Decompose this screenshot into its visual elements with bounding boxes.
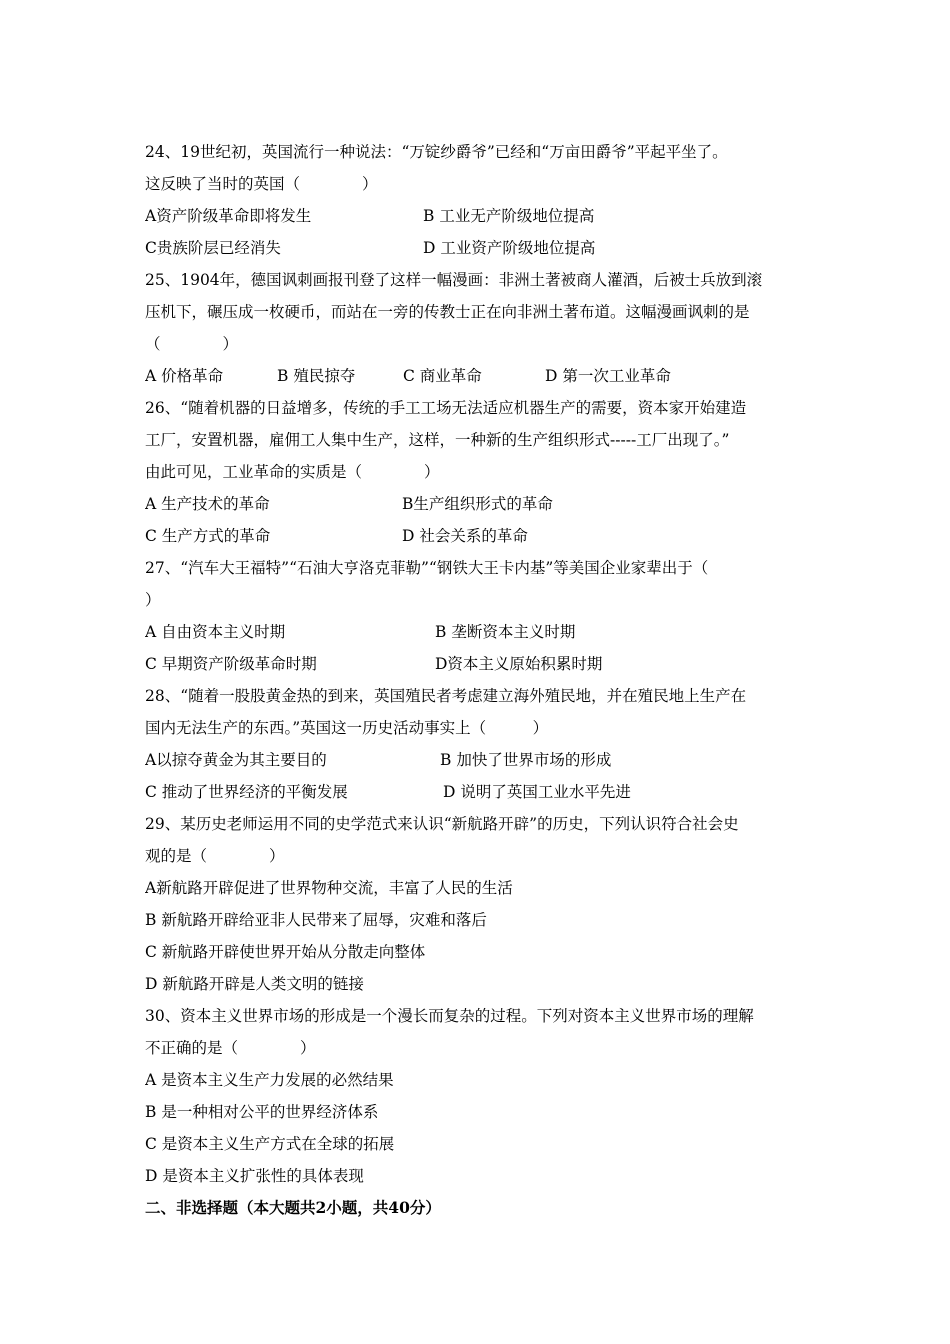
option-row bbox=[145, 232, 810, 264]
option-b: B 殖民掠夺 bbox=[277, 367, 356, 385]
option-d: D 新航路开辟是人类文明的链接 bbox=[145, 975, 364, 993]
question-stem-line: 29、某历史老师运用不同的史学范式来认识“新航路开辟”的历史，下列认识符合社会史 bbox=[145, 815, 739, 833]
option-row bbox=[145, 488, 810, 520]
option-a: A以掠夺黄金为其主要目的 bbox=[145, 751, 327, 769]
question-stem-line: 不正确的是（ ） bbox=[145, 1039, 316, 1057]
option-b: B 是一种相对公平的世界经济体系 bbox=[145, 1103, 379, 1121]
option-c: C 早期资产阶级革命时期 bbox=[145, 655, 317, 673]
option-c: C 新航路开辟使世界开始从分散走向整体 bbox=[145, 943, 426, 961]
option-a: A新航路开辟促进了世界物种交流，丰富了人民的生活 bbox=[145, 879, 513, 897]
option-d: D资本主义原始积累时期 bbox=[435, 655, 603, 673]
option-d: D 社会关系的革命 bbox=[402, 527, 528, 545]
question-stem-line: 25、1904年，德国讽刺画报刊登了这样一幅漫画：非洲土著被商人灌酒，后被士兵放到滚 bbox=[145, 271, 763, 289]
option-c: C 是资本主义生产方式在全球的拓展 bbox=[145, 1135, 395, 1153]
question-28 bbox=[145, 680, 810, 808]
option-a: A 价格革命 bbox=[145, 367, 224, 385]
question-27 bbox=[145, 552, 810, 680]
question-stem-line: （ ） bbox=[145, 335, 239, 353]
question-29 bbox=[145, 808, 810, 1000]
question-stem-line: 这反映了当时的英国（ ） bbox=[145, 175, 378, 193]
question-26 bbox=[145, 392, 810, 552]
option-a: A 是资本主义生产力发展的必然结果 bbox=[145, 1071, 394, 1089]
option-row bbox=[145, 776, 810, 808]
option-b: B 加快了世界市场的形成 bbox=[440, 751, 612, 769]
question-stem-line: 26、“随着机器的日益增多，传统的手工工场无法适应机器生产的需要，资本家开始建造 bbox=[145, 399, 747, 417]
question-stem-line: 压机下，碾压成一枚硬币，而站在一旁的传教士正在向非洲土著布道。这幅漫画讽刺的是 bbox=[145, 303, 750, 321]
question-stem-line: 国内无法生产的东西。”英国这一历史活动事实上（ ） bbox=[145, 719, 549, 737]
option-c: C 推动了世界经济的平衡发展 bbox=[145, 783, 348, 801]
question-stem-line: 观的是（ ） bbox=[145, 847, 285, 865]
exam-content bbox=[145, 136, 810, 1224]
option-d: D 工业资产阶级地位提高 bbox=[423, 239, 596, 257]
question-30 bbox=[145, 1000, 810, 1192]
question-stem-line: 27、“汽车大王福特”“石油大亨洛克菲勒”“钢铁大王卡内基”等美国企业家辈出于（ bbox=[145, 559, 709, 577]
question-stem-line: 由此可见，工业革命的实质是（ ） bbox=[145, 463, 440, 481]
option-d: D 说明了英国工业水平先进 bbox=[443, 783, 631, 801]
option-b: B 垄断资本主义时期 bbox=[435, 623, 576, 641]
option-c: C 商业革命 bbox=[403, 367, 482, 385]
option-row bbox=[145, 360, 810, 392]
option-row bbox=[145, 648, 810, 680]
option-d: D 是资本主义扩张性的具体表现 bbox=[145, 1167, 364, 1185]
question-stem-line: 28、“随着一股股黄金热的到来，英国殖民者考虑建立海外殖民地，并在殖民地上生产在 bbox=[145, 687, 747, 705]
option-a: A 自由资本主义时期 bbox=[145, 623, 286, 641]
option-c: C 生产方式的革命 bbox=[145, 527, 271, 545]
section-title: 二、非选择题（本大题共2小题，共40分） bbox=[145, 1198, 441, 1217]
option-b: B 工业无产阶级地位提高 bbox=[423, 207, 595, 225]
question-stem-line: ） bbox=[145, 591, 161, 609]
option-row bbox=[145, 200, 810, 232]
question-stem-line: 24、19世纪初，英国流行一种说法：“万锭纱爵爷”已经和“万亩田爵爷”平起平坐了。 bbox=[145, 143, 728, 161]
question-stem-line: 工厂，安置机器，雇佣工人集中生产，这样，一种新的生产组织形式-----工厂出现了。” bbox=[145, 431, 730, 449]
option-b: B生产组织形式的革命 bbox=[402, 495, 553, 513]
question-stem-line: 30、资本主义世界市场的形成是一个漫长而复杂的过程。下列对资本主义世界市场的理解 bbox=[145, 1007, 754, 1025]
option-a: A资产阶级革命即将发生 bbox=[145, 207, 312, 225]
option-row bbox=[145, 520, 810, 552]
option-b: B 新航路开辟给亚非人民带来了屈辱，灾难和落后 bbox=[145, 911, 487, 929]
question-25 bbox=[145, 264, 810, 392]
option-a: A 生产技术的革命 bbox=[145, 495, 270, 513]
option-row bbox=[145, 744, 810, 776]
option-d: D 第一次工业革命 bbox=[545, 367, 671, 385]
option-c: C贵族阶层已经消失 bbox=[145, 239, 281, 257]
option-row bbox=[145, 616, 810, 648]
question-24 bbox=[145, 136, 810, 264]
